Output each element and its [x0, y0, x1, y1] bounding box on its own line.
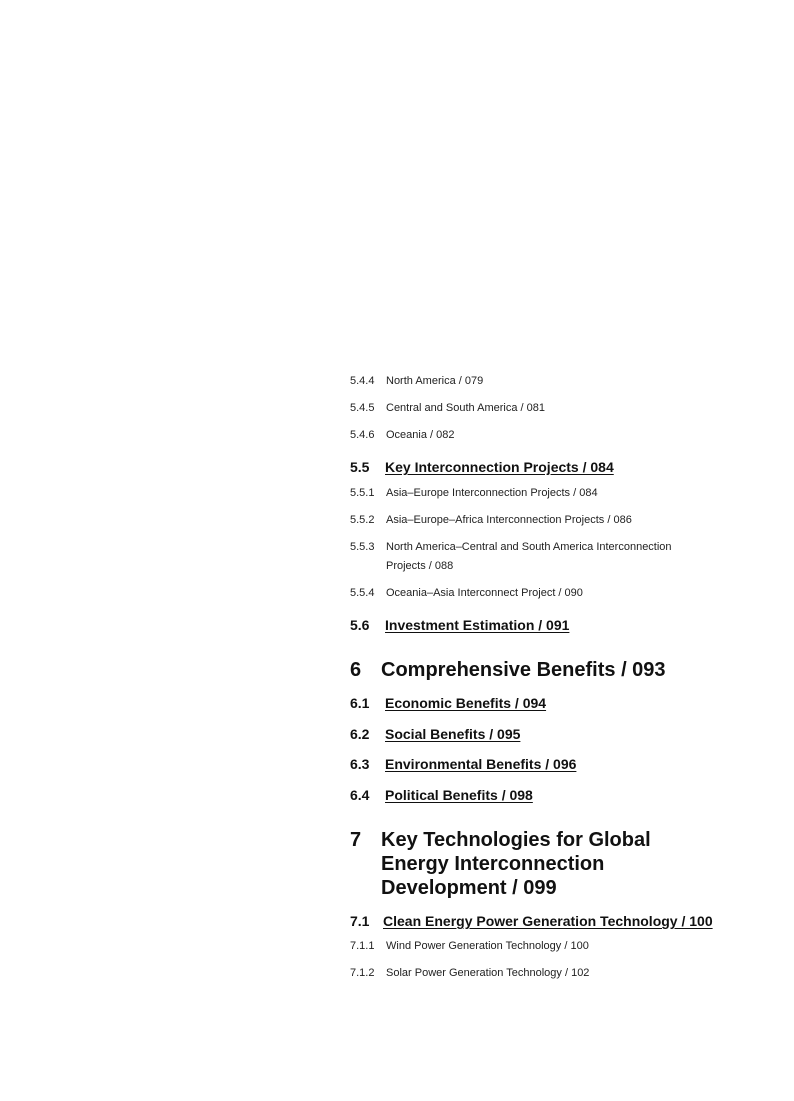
toc-entry-number: 5.5.1 — [350, 487, 375, 499]
toc-entry-5-4-6[interactable] — [350, 426, 455, 445]
toc-chapter-number: 6 — [350, 659, 362, 681]
toc-section-title: Investment Estimation / 091 — [385, 617, 570, 633]
toc-entry-number: 7.1.2 — [350, 967, 375, 979]
toc-section-number: 5.5 — [350, 459, 370, 475]
toc-chapter-7[interactable] — [350, 828, 651, 900]
toc-section-number: 6.1 — [350, 695, 370, 711]
toc-section-5-6[interactable] — [350, 615, 569, 635]
toc-section-title: Social Benefits / 095 — [385, 726, 521, 742]
toc-chapter-number: 7 — [350, 829, 362, 851]
toc-entry-number: 7.1.1 — [350, 940, 375, 952]
toc-entry-number: 5.4.5 — [350, 402, 375, 414]
toc-section-number: 5.6 — [350, 617, 370, 633]
toc-entry-title: Asia–Europe Interconnection Projects / 084 — [386, 487, 598, 499]
toc-section-7-1[interactable] — [350, 911, 713, 931]
toc-entry-title: Oceania–Asia Interconnect Project / 090 — [386, 587, 583, 599]
toc-section-title: Clean Energy Power Generation Technology / 100 — [383, 913, 713, 929]
toc-entry-title: Wind Power Generation Technology / 100 — [386, 940, 589, 952]
toc-section-title: Environmental Benefits / 096 — [385, 756, 577, 772]
toc-section-6-2[interactable] — [350, 724, 520, 744]
toc-entry-title: Central and South America / 081 — [386, 402, 545, 414]
toc-section-number: 7.1 — [350, 913, 370, 929]
toc-entry-number: 5.4.4 — [350, 375, 375, 387]
toc-entry-5-4-4[interactable] — [350, 372, 483, 391]
toc-entry-number: 5.4.6 — [350, 429, 375, 441]
toc-entry-title: Oceania / 082 — [386, 429, 455, 441]
toc-section-number: 6.3 — [350, 756, 370, 772]
toc-chapter-title: Comprehensive Benefits / 093 — [381, 659, 666, 681]
toc-section-5-5[interactable] — [350, 457, 614, 477]
toc-entry-number: 5.5.2 — [350, 514, 375, 526]
toc-entry-5-5-4[interactable] — [350, 584, 583, 603]
toc-entry-title: North America / 079 — [386, 375, 484, 387]
toc-entry-5-5-1[interactable] — [350, 484, 598, 503]
toc-entry-title: North America–Central and South America Interconnection Projects / 088 — [386, 541, 672, 572]
toc-entry-7-1-1[interactable] — [350, 937, 589, 956]
toc-entry-5-4-5[interactable] — [350, 399, 545, 418]
toc-entry-title: Solar Power Generation Technology / 102 — [386, 967, 590, 979]
toc-section-title: Economic Benefits / 094 — [385, 695, 547, 711]
toc-chapter-6[interactable] — [350, 658, 666, 682]
toc-section-6-3[interactable] — [350, 754, 576, 774]
toc-section-6-4[interactable] — [350, 785, 533, 805]
toc-section-number: 6.2 — [350, 726, 370, 742]
toc-entry-5-5-2[interactable] — [350, 511, 632, 530]
toc-section-title: Political Benefits / 098 — [385, 787, 533, 803]
toc-entry-number: 5.5.3 — [350, 541, 375, 553]
toc-entry-7-1-2[interactable] — [350, 964, 589, 983]
toc-entry-number: 5.5.4 — [350, 587, 375, 599]
toc-entry-5-5-3[interactable] — [350, 538, 686, 576]
toc-section-title: Key Interconnection Projects / 084 — [385, 459, 614, 475]
toc-section-number: 6.4 — [350, 787, 370, 803]
toc-section-6-1[interactable] — [350, 693, 546, 713]
toc-entry-title: Asia–Europe–Africa Interconnection Projects / 086 — [386, 514, 632, 526]
toc-chapter-title: Key Technologies for Global Energy Interconnection Development / 099 — [381, 829, 651, 899]
